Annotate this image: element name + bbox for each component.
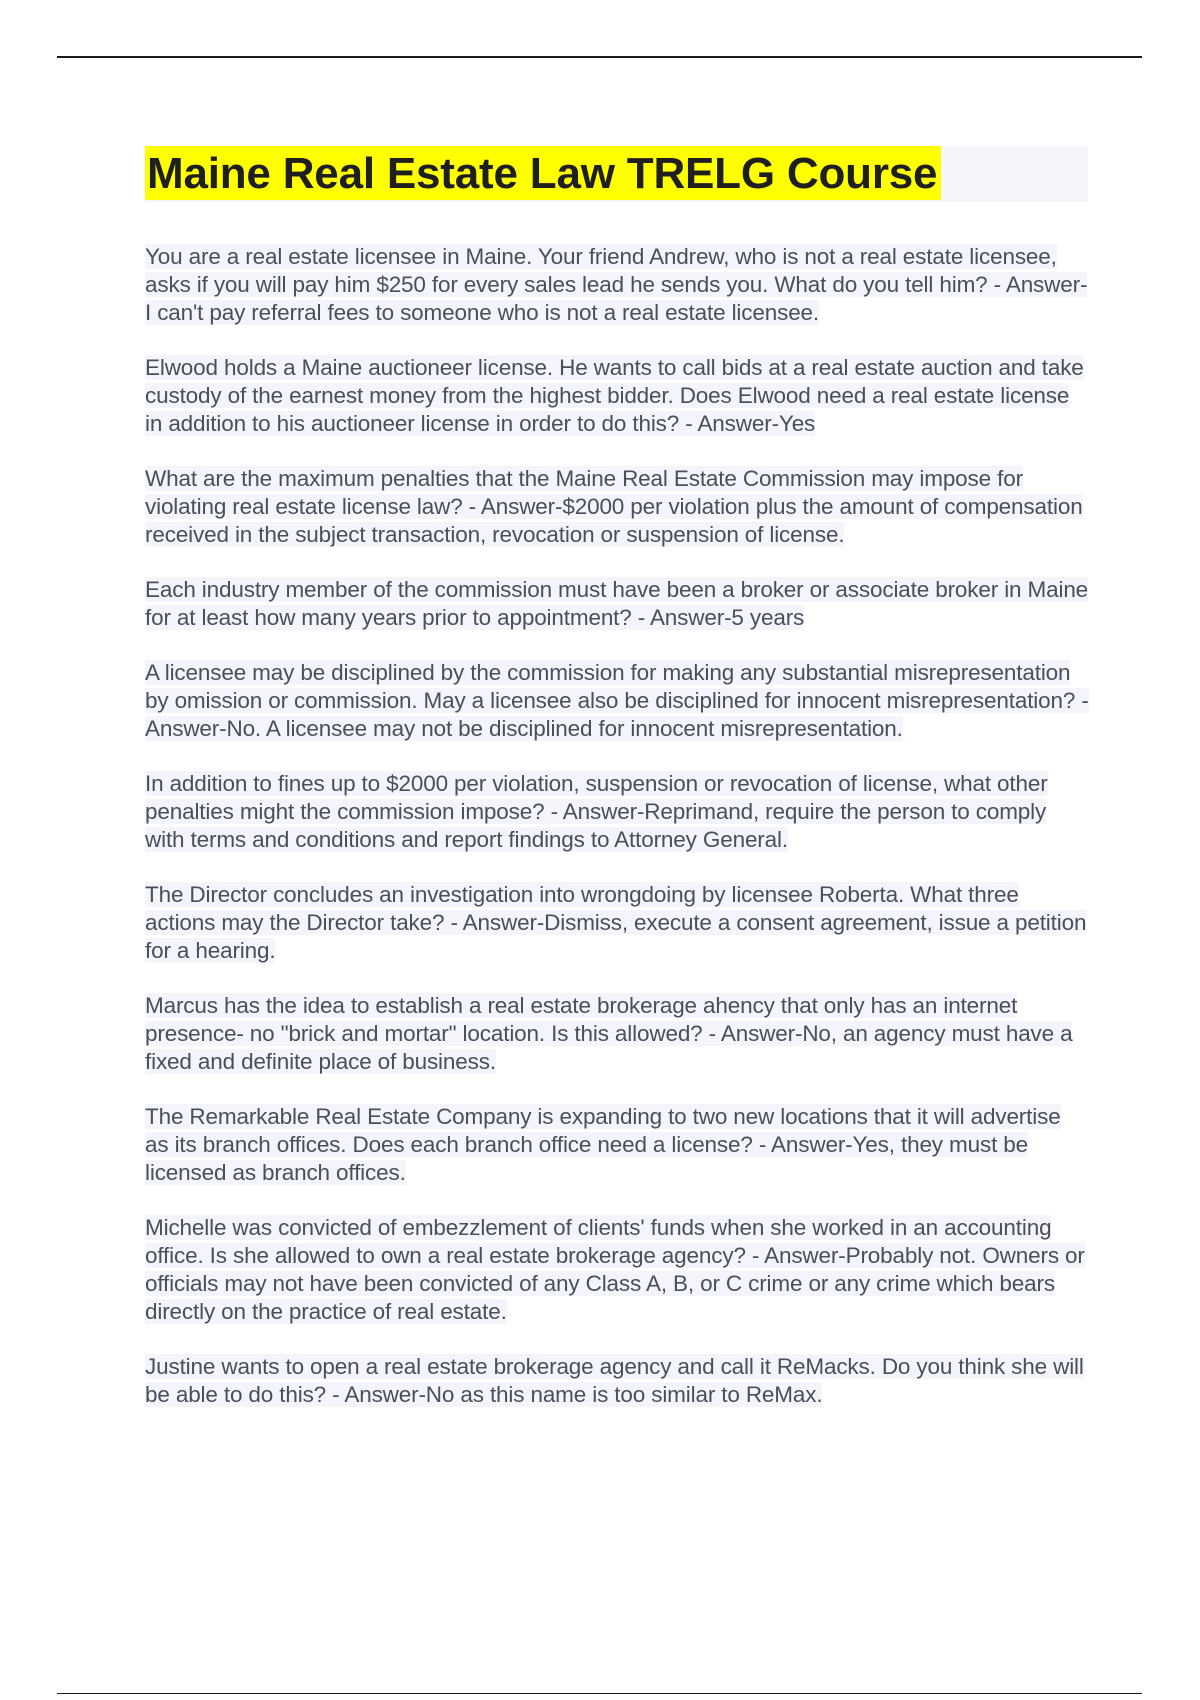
qa-item: [145, 1353, 1090, 1409]
document-title: Maine Real Estate Law TRELG Course: [145, 146, 941, 200]
qa-text: Justine wants to open a real estate brokerage agency and call it ReMacks. Do you think she will be able to do this? - Answer-No as this name is too similar to ReMax.: [145, 1354, 1084, 1407]
qa-text: Elwood holds a Maine auctioneer license. He wants to call bids at a real estate auction and take custody of the earnest money from the highest bidder. Does Elwood need a real estate license in addition to his auctioneer license in order to do this? - Answer-Yes: [145, 355, 1084, 436]
qa-text: Marcus has the idea to establish a real estate brokerage ahency that only has an internet presence- no "brick and mortar" location. Is this allowed? - Answer-No, an agency must have a fixed and definite place of business.: [145, 993, 1073, 1074]
qa-item: [145, 881, 1090, 965]
qa-item: [145, 659, 1090, 743]
title-row: [145, 146, 1088, 202]
qa-item: [145, 1214, 1090, 1326]
qa-item: [145, 243, 1090, 327]
qa-item: [145, 1103, 1090, 1187]
qa-item: [145, 992, 1090, 1076]
qa-text: The Remarkable Real Estate Company is expanding to two new locations that it will advertise as its branch offices. Does each branch office need a license? - Answer-Yes, they must be licensed as branch offices.: [145, 1104, 1061, 1185]
qa-text: Each industry member of the commission must have been a broker or associate broker in Maine for at least how many years prior to appointment? - Answer-5 years: [145, 577, 1089, 630]
qa-item: [145, 576, 1090, 632]
qa-text: In addition to fines up to $2000 per violation, suspension or revocation of license, what other penalties might the commission impose? - Answer-Reprimand, require the person to comply with terms and conditions and report findings to Attorney General.: [145, 771, 1048, 852]
qa-text: Michelle was convicted of embezzlement of clients' funds when she worked in an accounting office. Is she allowed to own a real estate brokerage agency? - Answer-Probably not. Owners or officials may not have been convicted of any Class A, B, or C crime or any crime which bears directly on the practice of real estate.: [145, 1215, 1085, 1324]
qa-item: [145, 770, 1090, 854]
top-divider: [57, 56, 1142, 58]
qa-list: [145, 243, 1090, 1436]
qa-text: What are the maximum penalties that the Maine Real Estate Commission may impose for violating real estate license law? - Answer-$2000 per violation plus the amount of compensation received in the subject transaction, revocation or suspension of license.: [145, 466, 1083, 547]
bottom-divider: [57, 1693, 1142, 1694]
qa-item: [145, 354, 1090, 438]
qa-text: You are a real estate licensee in Maine. Your friend Andrew, who is not a real estate licensee, asks if you will pay him $250 for every sales lead he sends you. What do you tell him? - Answer-I can't pay referral fees to someone who is not a real estate licensee.: [145, 244, 1088, 325]
qa-text: A licensee may be disciplined by the commission for making any substantial misrepresentation by omission or commission. May a licensee also be disciplined for innocent misrepresentation? - Answer-No. A licensee may not be disciplined for innocent misrepresentation.: [145, 660, 1089, 741]
qa-text: The Director concludes an investigation into wrongdoing by licensee Roberta. What three actions may the Director take? - Answer-Dismiss, execute a consent agreement, issue a petition for a hearing.: [145, 882, 1087, 963]
qa-item: [145, 465, 1090, 549]
